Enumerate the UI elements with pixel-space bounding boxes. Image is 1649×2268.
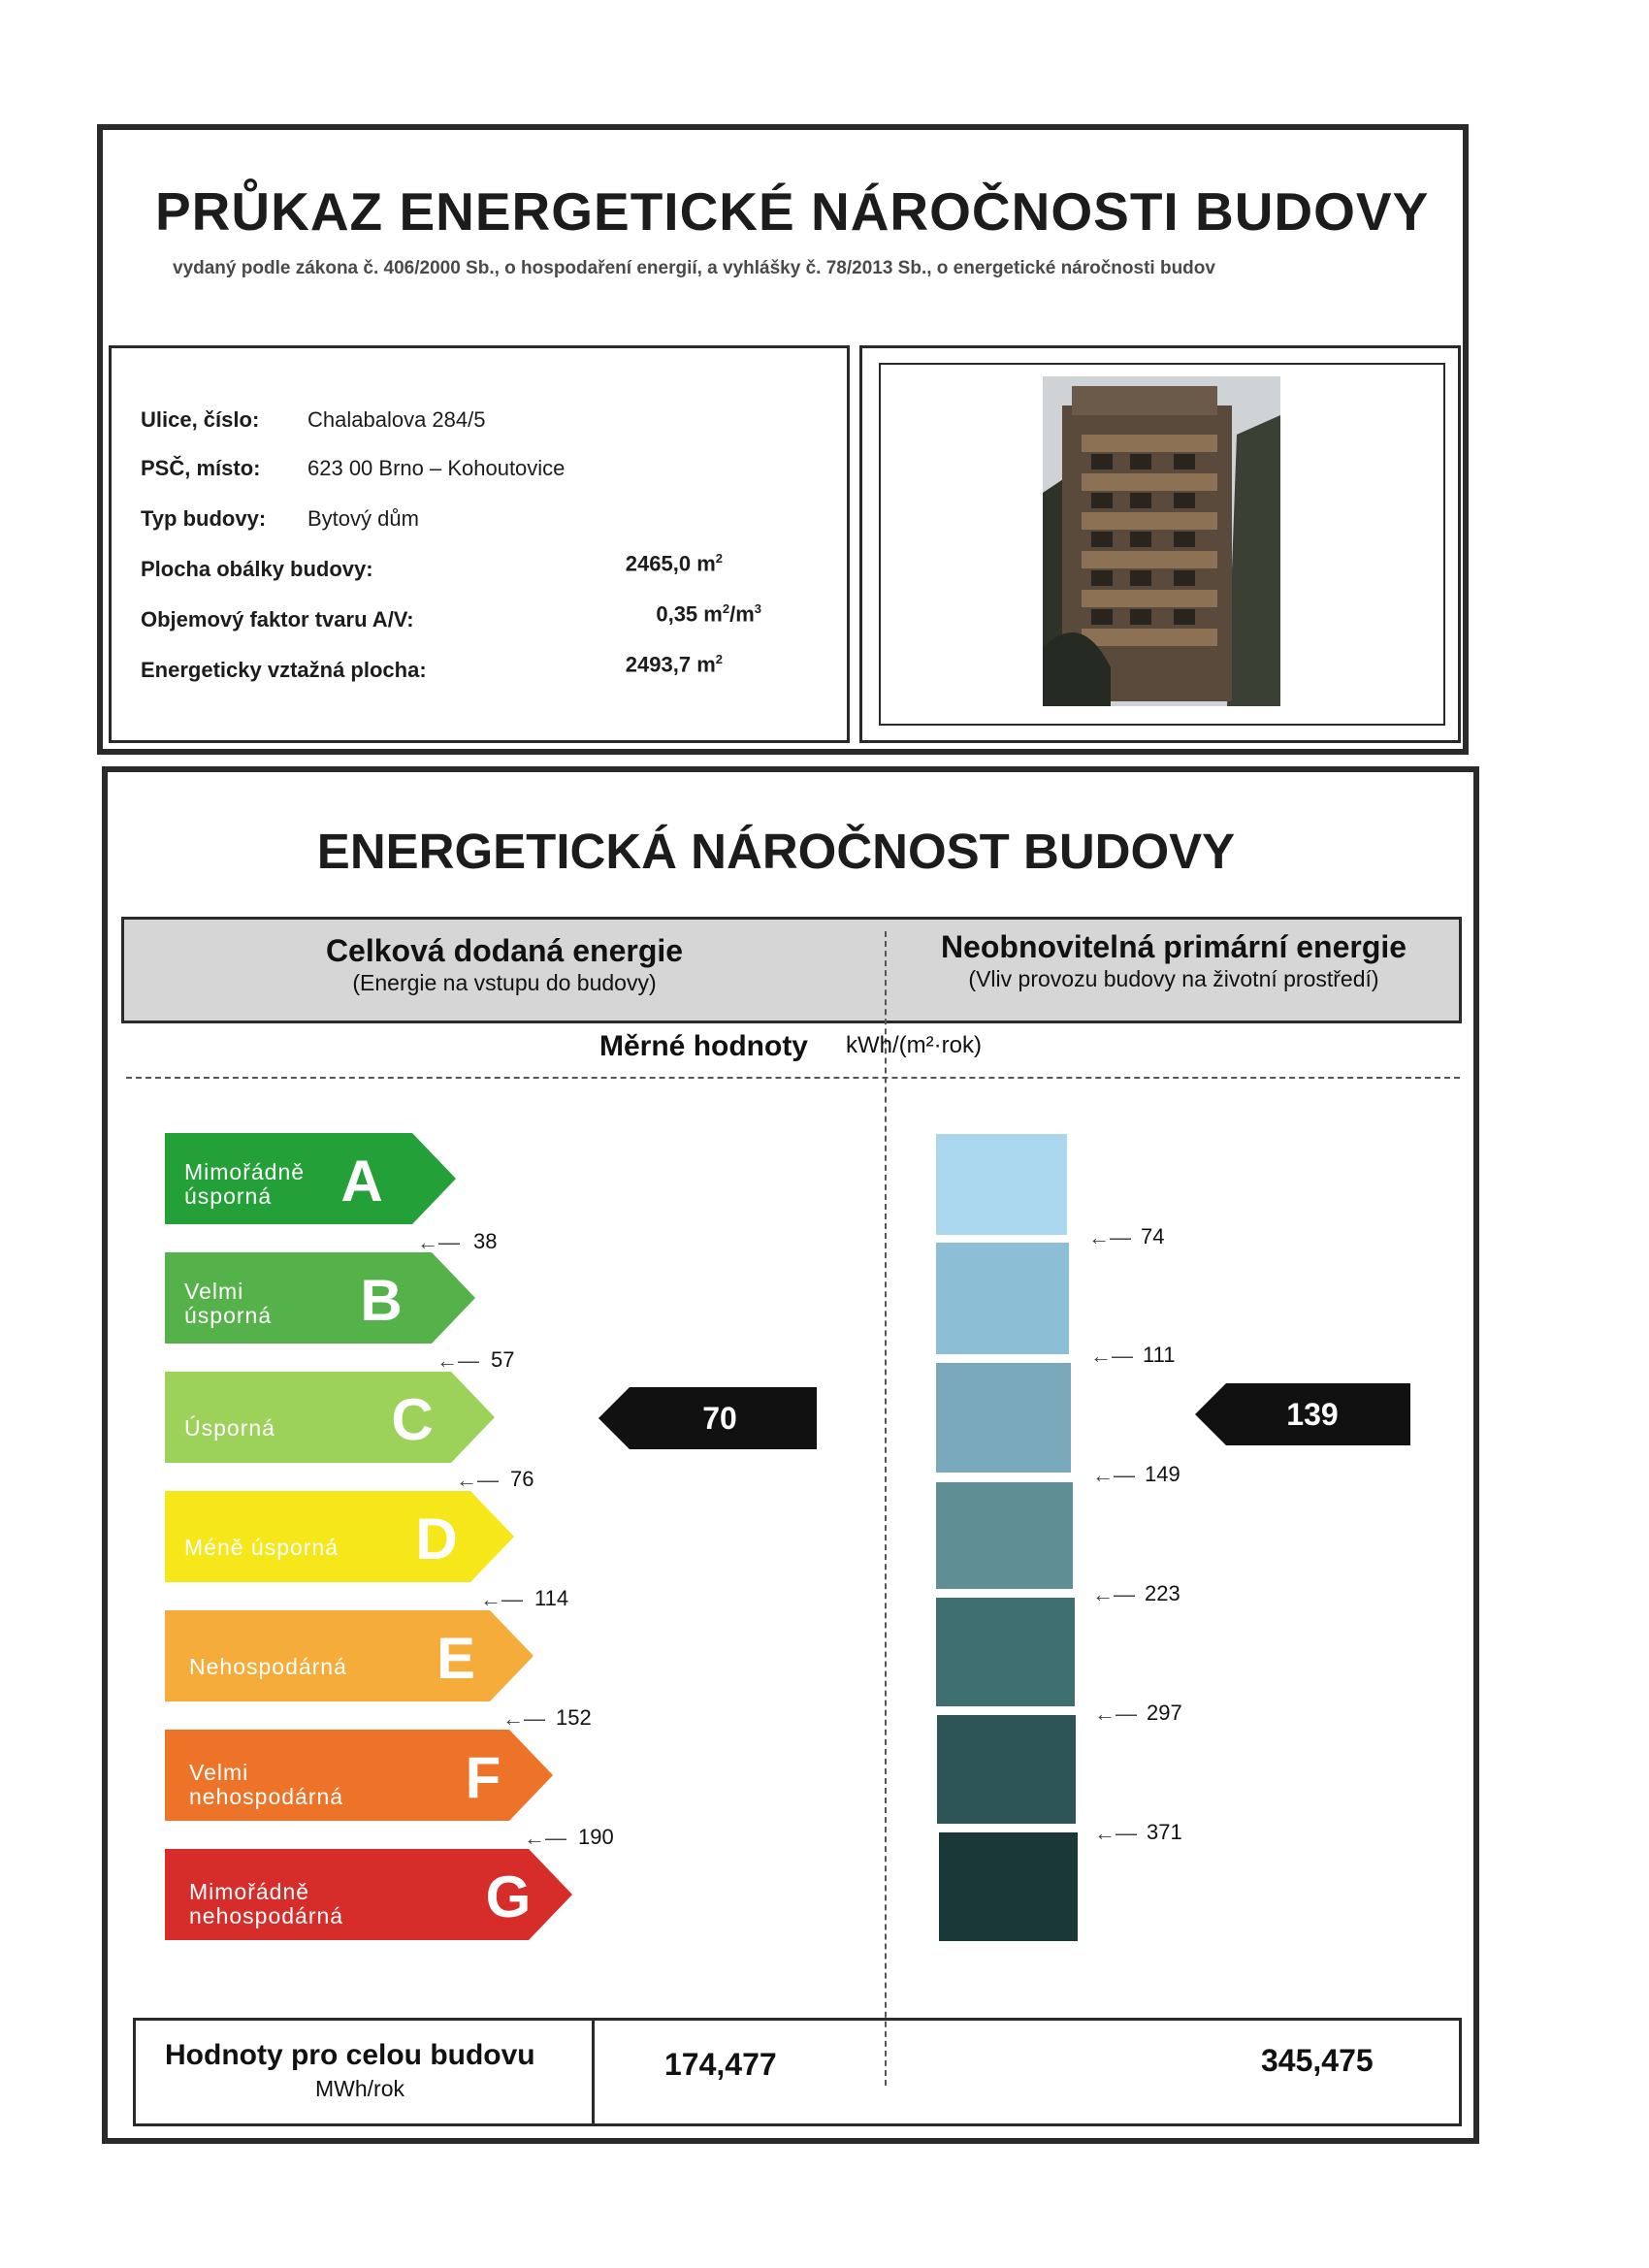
class-letter-c: C [391,1387,434,1452]
primary-class-block-g [939,1832,1078,1941]
threshold-arrow-icon: ←— [502,1706,545,1731]
threshold-arrow-icon: ←— [1094,1821,1137,1845]
class-label-d: Méně úsporná [184,1535,340,1560]
class-letter-a: A [340,1149,383,1214]
reference-area-label: Energeticky vztažná plocha: [141,658,427,682]
city-value: 623 00 Brno – Kohoutovice [307,456,566,480]
building-info-panel [109,345,850,743]
totals-label: Hodnoty pro celou budovu [165,2039,535,2071]
primary-energy-scale [931,1130,1082,1945]
specific-values-title: Měrné hodnoty [599,1030,808,1062]
threshold-arrow-icon: ←— [524,1826,566,1850]
class-letter-e: E [436,1626,476,1691]
specific-values-unit: kWh/(m²·rok) [846,1032,982,1058]
class-label-c: Úsporná [184,1415,275,1441]
class-label-g: Mimořádně nehospodárná [189,1879,344,1928]
right-threshold-4: 223 [1145,1581,1180,1605]
left-threshold-1: 38 [473,1229,498,1253]
totals-separator [592,2018,595,2126]
section-title: ENERGETICKÁ NÁROČNOST BUDOVY [316,824,1236,879]
shape-factor-label: Objemový faktor tvaru A/V: [141,607,414,632]
primary-class-block-b [936,1243,1069,1354]
class-label-a: Mimořádně úsporná [184,1159,306,1209]
left-threshold-2: 57 [491,1347,515,1372]
right-threshold-1: 74 [1141,1224,1165,1248]
document-subtitle: vydaný podle zákona č. 406/2000 Sb., o hospodaření energií, a vyhlášky č. 78/2013 Sb., o energetické náročnosti budov [173,258,1215,278]
city-label: PSČ, místo: [141,456,261,480]
envelope-area-label: Plocha obálky budovy: [141,557,373,581]
primary-class-block-e [936,1598,1075,1706]
total-delivered-energy: 174,477 [664,2047,777,2082]
street-value: Chalabalova 284/5 [307,407,486,432]
right-threshold-2: 111 [1143,1343,1176,1367]
delivered-energy-value: 70 [702,1401,737,1436]
left-column-title: Celková dodaná energie [325,933,684,968]
class-label-f: Velmi nehospodárná [189,1760,344,1809]
building-type-value: Bytový dům [307,506,419,531]
left-threshold-4: 114 [534,1586,569,1610]
total-primary-energy: 345,475 [1261,2043,1374,2078]
threshold-arrow-icon: ←— [436,1348,479,1373]
right-threshold-5: 297 [1147,1701,1182,1725]
building-photo [1043,376,1280,706]
primary-class-block-d [936,1482,1073,1589]
threshold-arrow-icon: ←— [456,1468,499,1492]
right-threshold-3: 149 [1145,1462,1180,1486]
document-title: PRŮKAZ ENERGETICKÉ NÁROČNOSTI BUDOVY [155,181,1430,242]
primary-class-block-f [937,1715,1076,1824]
totals-unit: MWh/rok [315,2076,404,2101]
threshold-arrow-icon: ←— [1090,1344,1133,1368]
class-label-e: Nehospodárná [189,1654,347,1679]
street-label: Ulice, číslo: [141,407,260,432]
class-label-b: Velmi úsporná [184,1279,273,1328]
class-letter-f: F [465,1745,501,1810]
threshold-arrow-icon: ←— [1092,1582,1135,1606]
left-threshold-3: 76 [510,1467,534,1491]
left-threshold-6: 190 [578,1825,614,1849]
reference-area-value: 2493,7 $m^2$ [625,652,723,677]
envelope-area-value: 2465,0 $m^2$ [625,551,723,576]
shape-factor-value: 0,35 $m^2/m^3$ [656,601,761,627]
threshold-arrow-icon: ←— [417,1230,460,1254]
threshold-arrow-icon: ←— [480,1587,523,1611]
primary-energy-value: 139 [1286,1397,1339,1432]
right-column-subtitle: (Vliv provozu budovy na životní prostředí) [968,966,1379,991]
building-type-label: Typ budovy: [141,506,267,531]
left-threshold-5: 152 [556,1705,592,1730]
column-divider [885,931,887,2086]
class-letter-b: B [360,1268,403,1333]
primary-class-block-c [936,1363,1071,1473]
primary-class-block-a [936,1134,1067,1235]
threshold-arrow-icon: ←— [1088,1225,1131,1249]
class-letter-d: D [415,1507,458,1571]
class-letter-g: G [485,1864,532,1929]
header-separator [126,1077,1460,1079]
left-column-subtitle: (Energie na vstupu do budovy) [352,970,657,995]
threshold-arrow-icon: ←— [1094,1701,1137,1726]
right-threshold-6: 371 [1147,1820,1182,1844]
right-column-title: Neobnovitelná primární energie [940,929,1407,964]
threshold-arrow-icon: ←— [1092,1463,1135,1487]
